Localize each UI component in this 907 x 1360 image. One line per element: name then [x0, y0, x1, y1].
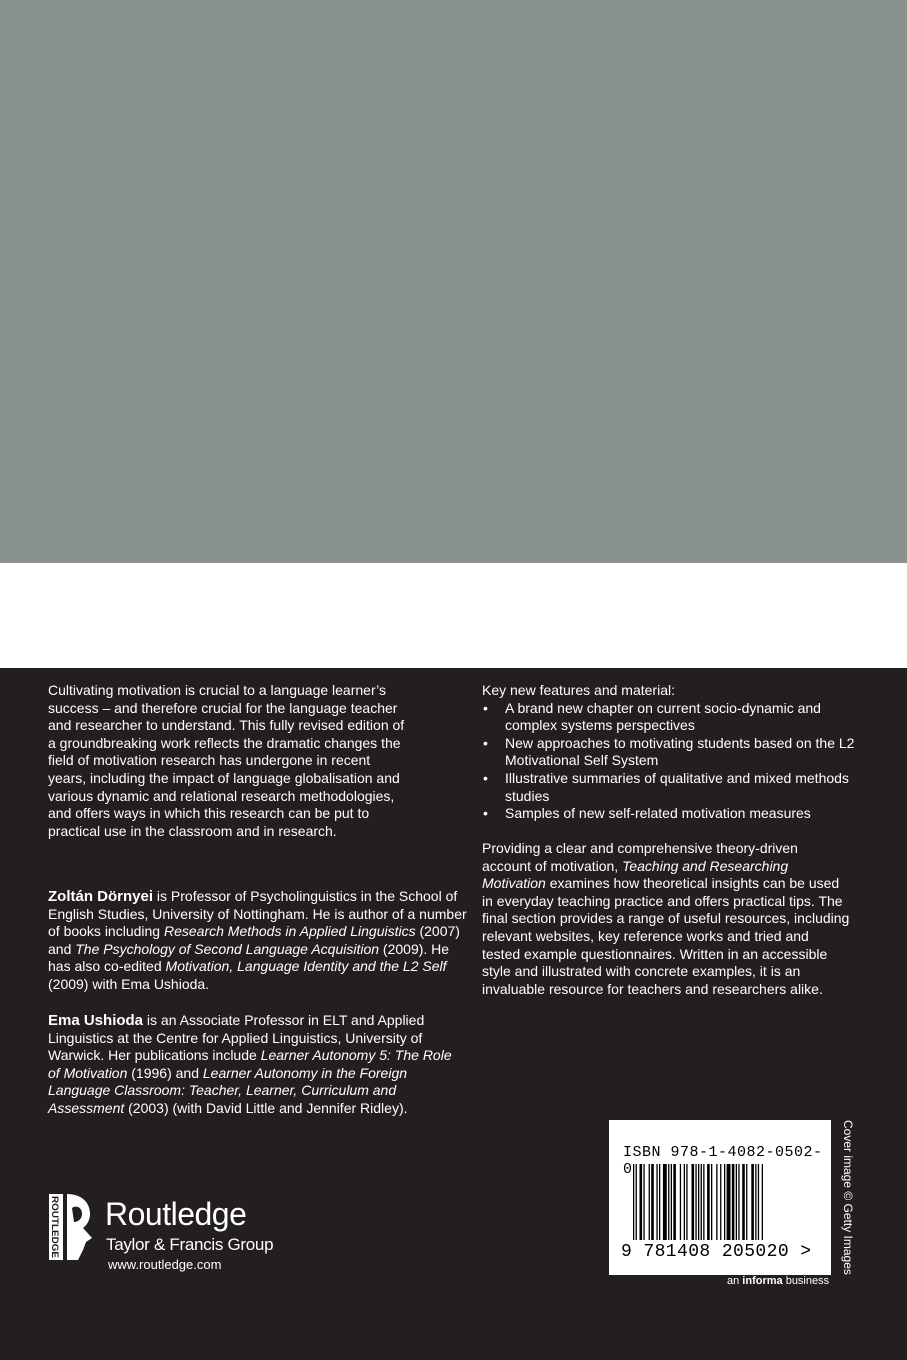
barcode-bar [758, 1164, 759, 1240]
barcode-bar [636, 1164, 637, 1240]
barcode-bar [711, 1164, 712, 1240]
barcode-bar [698, 1164, 699, 1240]
book-title: Motivation, Language Identity and the L2 Self [165, 958, 447, 975]
barcode-bar [701, 1164, 702, 1240]
book-summary: Providing a clear and comprehensive theory-driven account of motivation, Teaching and Researching Motivation examines how theoretical insights can be used in everyday teaching practice and offers practical tips. The final section provides a range of useful resources, including relevant websites, key reference works and tried and tested example questionnaires. Written in an accessible style and illustrated with concrete examples, it is an invaluable resource for teachers and researchers alike. [482, 840, 850, 997]
barcode-bar [727, 1164, 731, 1240]
blurb-intro: Cultivating motivation is crucial to a language learner’s success – and therefore crucial for the language teacher and researcher to understand. This fully revised edition of a groundbreaking work reflects the dramatic changes the field of motivation research has undergone in recent years, including the impact of language globalisation and various dynamic and relational research methodologies, and offers ways in which this research can be put to practical use in the classroom and in research. [48, 682, 405, 839]
author-name: Ema Ushioda [48, 1012, 144, 1029]
cover-top-panel [0, 0, 907, 563]
book-title: Learner Autonomy in the Foreign Language Classroom: Teacher, Learner, Curriculum and Assessment [48, 1064, 408, 1116]
barcode-bar [746, 1164, 747, 1240]
feature-item: • New approaches to motivating students based on the L2 Motivational Self System [482, 735, 862, 770]
publisher-url: www.routledge.com [108, 1257, 222, 1272]
isbn-text: ISBN 978-1-4082-0502-0 [623, 1144, 823, 1178]
informa-brand: informa [742, 1275, 783, 1287]
barcode-bar [680, 1164, 681, 1240]
barcode-bar [716, 1164, 717, 1240]
barcode-bar [724, 1164, 725, 1240]
book-title: Learner Autonomy 5: The Role of Motivation [48, 1047, 452, 1081]
barcode-icon [631, 1164, 817, 1252]
barcode-bar [640, 1164, 643, 1240]
author-bio-ushioda: Ema Ushioda is an Associate Professor in ELT and Applied Linguistics at the Centre for Applied Linguistics, University of Warwick. Her publications include Learner Autonomy 5: The Role of Motivation (1996) and Learner Autonomy in the Foreign Language Classroom: Teacher, Learner, Curriculum and Assessment (2003) (with David Little and Jennifer Ridley). [48, 1012, 452, 1116]
informa-business: an informa business [727, 1275, 830, 1287]
barcode-bar [663, 1164, 667, 1240]
barcode-bar [671, 1164, 672, 1240]
book-title: Research Methods in Applied Linguistics [163, 923, 416, 940]
svg-text:ROUTLEDGE: ROUTLEDGE [49, 1196, 60, 1256]
barcode-bar [651, 1164, 654, 1240]
barcode-bar [695, 1164, 696, 1240]
barcode-bar [732, 1164, 735, 1240]
cover-image-credit: Cover image © Getty Images [841, 1120, 855, 1275]
book-title: Teaching and Researching Motivation [482, 857, 789, 892]
barcode-bar [736, 1164, 737, 1240]
feature-item: • A brand new chapter on current socio-dynamic and complex systems perspectives [482, 700, 862, 735]
barcode-bar [668, 1164, 669, 1240]
author-bio-dornyei: Zoltán Dörnyei is Professor of Psycholinguistics in the School of English Studies, University of Nottingham. He is author of a number of books including Research Methods in Applied Linguistics (2007) and The Psychology of Second Language Acquisition (2009). He has also co-edited Motivation, Language Identity and the L2 Self (2009) with Ema Ushioda. [48, 888, 467, 992]
barcode-bar [707, 1164, 710, 1240]
barcode-bar [742, 1164, 745, 1240]
publisher-group: Taylor & Francis Group [106, 1235, 274, 1254]
barcode-bar [659, 1164, 660, 1240]
key-features [482, 682, 862, 823]
barcode-bar [643, 1164, 644, 1240]
barcode-bar [738, 1164, 739, 1240]
white-band [0, 563, 907, 668]
barcode-bar [762, 1164, 763, 1240]
routledge-head-icon [48, 1194, 94, 1260]
feature-item: • Samples of new self-related motivation measures [482, 805, 862, 823]
barcode-digits: 9 781408 205020 > [621, 1242, 812, 1262]
barcode-bar [649, 1164, 650, 1240]
barcode-bar [673, 1164, 676, 1240]
barcode-bar [656, 1164, 657, 1240]
back-cover-panel [0, 668, 907, 1360]
barcode-bar [755, 1164, 756, 1240]
barcode-bar [686, 1164, 687, 1240]
barcode-bar [703, 1164, 704, 1240]
routledge-logo [48, 1194, 308, 1274]
book-title: The Psychology of Second Language Acquisition [75, 940, 380, 957]
publisher-name: Routledge [105, 1196, 247, 1232]
barcode-bar [692, 1164, 695, 1240]
barcode-bar [684, 1164, 685, 1240]
barcode-bar [633, 1164, 634, 1240]
barcode-bar [751, 1164, 754, 1240]
features-list [482, 700, 862, 823]
features-heading: Key new features and material: [482, 682, 675, 698]
isbn-barcode-box [609, 1120, 831, 1275]
barcode-bar [720, 1164, 721, 1240]
feature-item: • Illustrative summaries of qualitative and mixed methods studies [482, 770, 862, 805]
author-name: Zoltán Dörnyei [48, 888, 154, 905]
